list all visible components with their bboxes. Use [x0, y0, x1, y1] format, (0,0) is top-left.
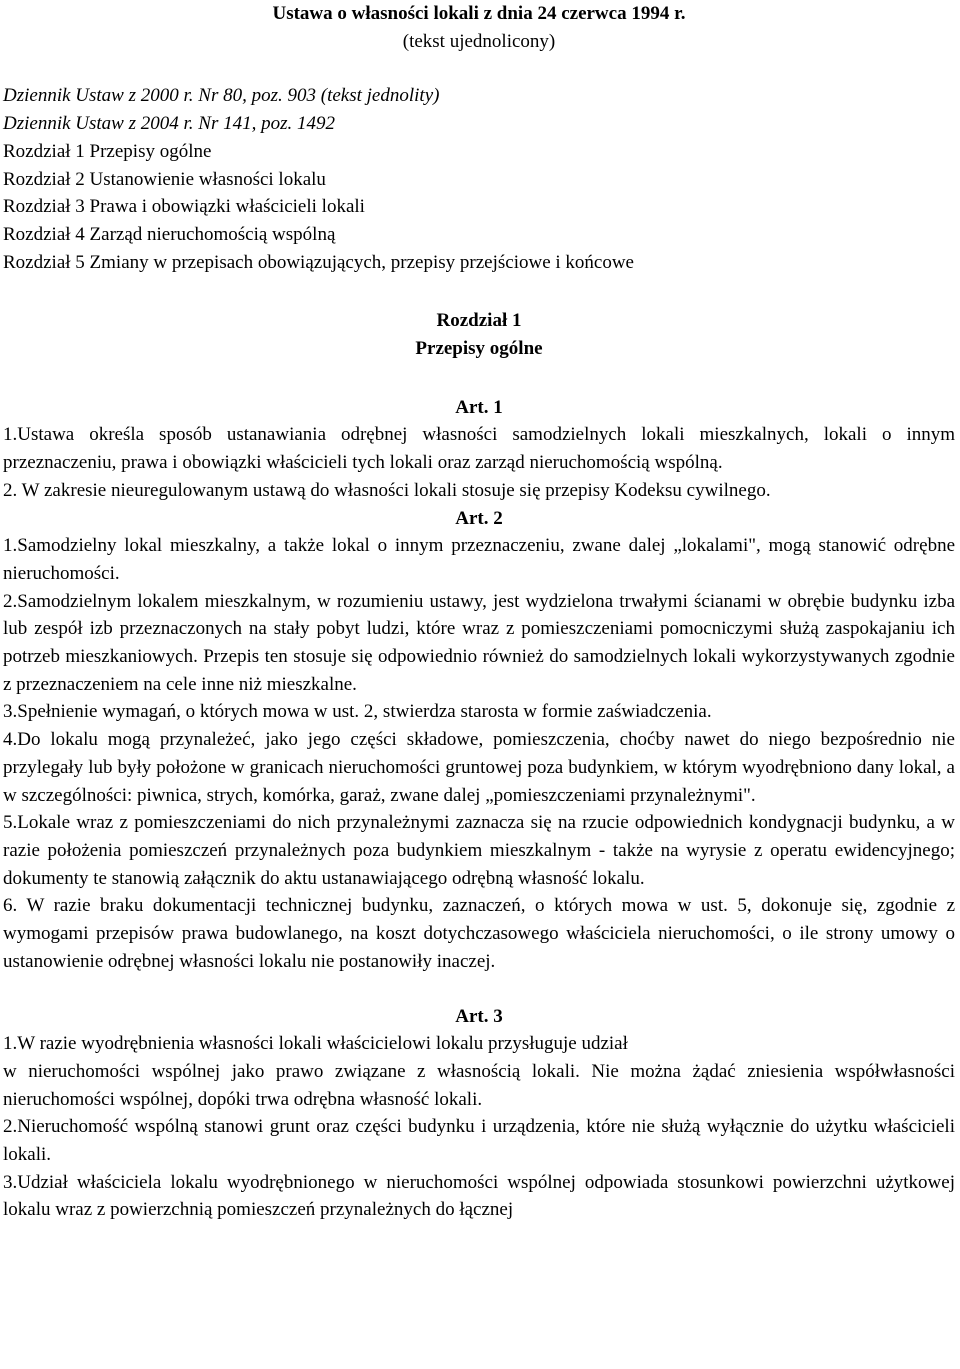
article-paragraph: 2.Nieruchomość wspólną stanowi grunt oraz części budynku i urządzenia, które nie służą wyłącznie do użytku właścicieli lokali.	[3, 1116, 955, 1166]
article-paragraph: 1.Ustawa określa sposób ustanawiania odrębnej własności samodzielnych lokali mieszkalnych, lokali o innym przeznaczeniu, prawa i obowiązki właścicieli tych lokali oraz zarząd nieruchomością wspólną.	[3, 424, 955, 474]
chapter-number: Rozdział 1	[436, 310, 522, 332]
document-page	[3, 0, 955, 1224]
toc-item: Rozdział 5 Zmiany w przepisach obowiązujących, przepisy przejściowe i końcowe	[3, 251, 634, 273]
article-paragraph: 2. W zakresie nieuregulowanym ustawą do własności lokali stosuje się przepisy Kodeksu cywilnego.	[3, 479, 771, 501]
article-heading: Art. 2	[455, 507, 503, 529]
article-paragraph: 6. W razie braku dokumentacji technicznej budynku, zaznaczeń, o których mowa w ust. 5, dokonuje się, zgodnie z wymogami przepisów prawa budowlanego, na koszt dotychczasowego właściciela nieruchomości, o ile strony umowy o ustanowienie odrębnej własności lokalu nie postanowiły inaczej.	[3, 895, 955, 972]
document-subtitle: (tekst ujednolicony)	[402, 30, 556, 52]
article-paragraph: 5.Lokale wraz z pomieszczeniami do nich przynależnymi zaznacza się na rzucie odpowiednich kondygnacji budynku, a w razie położenia pomieszczeń przynależnych poza budynkiem mieszkalnym - także na wyrysie z operatu ewidencyjnego; dokumenty te stanowią załącznik do aktu ustanawiającego odrębną własność lokalu.	[3, 812, 955, 889]
article-paragraph: 2.Samodzielnym lokalem mieszkalnym, w rozumieniu ustawy, jest wydzielona trwałymi ścianami w obrębie budynku izba lub zespół izb przeznaczonych na stały pobyt ludzi, które wraz z pomieszczeniami pomocniczymi służą zaspokajaniu ich potrzeb mieszkaniowych. Przepis ten stosuje się odpowiednio również do samodzielnych lokali wykorzystywanych zgodnie z przeznaczeniem na cele inne niż mieszkalne.	[3, 590, 955, 695]
article-paragraph: 3.Spełnienie wymagań, o których mowa w ust. 2, stwierdza starosta w formie zaświadczenia.	[3, 701, 712, 723]
article-heading: Art. 3	[455, 1005, 503, 1027]
toc-item: Rozdział 4 Zarząd nieruchomością wspólną	[3, 223, 336, 245]
journal-reference: Dziennik Ustaw z 2004 r. Nr 141, poz. 1492	[3, 113, 335, 135]
article-paragraph: 1.Samodzielny lokal mieszkalny, a także lokal o innym przeznaczeniu, zwane dalej „lokalami", mogą stanowić odrębne nieruchomości.	[3, 535, 955, 584]
document-title: Ustawa o własności lokali z dnia 24 czerwca 1994 r.	[272, 3, 686, 24]
toc-item: Rozdział 1 Przepisy ogólne	[3, 140, 212, 162]
article-paragraph: w nieruchomości wspólnej jako prawo związane z własnością lokali. Nie można żądać zniesienia współwłasności nieruchomości wspólnej, dopóki trwa odrębna własność lokali.	[3, 1060, 955, 1110]
article-paragraph-first-line: 1.W razie wyodrębnienia własności lokali właścicielowi lokalu przysługuje udział	[3, 1033, 628, 1055]
article-heading: Art. 1	[455, 396, 503, 418]
toc-item: Rozdział 2 Ustanowienie własności lokalu	[3, 168, 326, 190]
article-paragraph: 4.Do lokalu mogą przynależeć, jako jego części składowe, pomieszczenia, choćby nawet do niego bezpośrednio nie przylegały lub były położone w granicach nieruchomości gruntowej poza budynkiem, w którym wyodrębniono dany lokal, a w szczególności: piwnica, strych, komórka, garaż, zwane dalej „pomieszczeniami przynależnymi".	[3, 729, 955, 806]
toc-item: Rozdział 3 Prawa i obowiązki właścicieli lokali	[3, 196, 365, 218]
journal-reference: Dziennik Ustaw z 2000 r. Nr 80, poz. 903 (tekst jednolity)	[3, 85, 440, 107]
chapter-name: Przepisy ogólne	[415, 338, 543, 360]
article-paragraph: 3.Udział właściciela lokalu wyodrębnionego w nieruchomości wspólnej odpowiada stosunkowi powierzchni użytkowej lokalu wraz z powierzchnią pomieszczeń przynależnych do łącznej	[3, 1171, 955, 1221]
